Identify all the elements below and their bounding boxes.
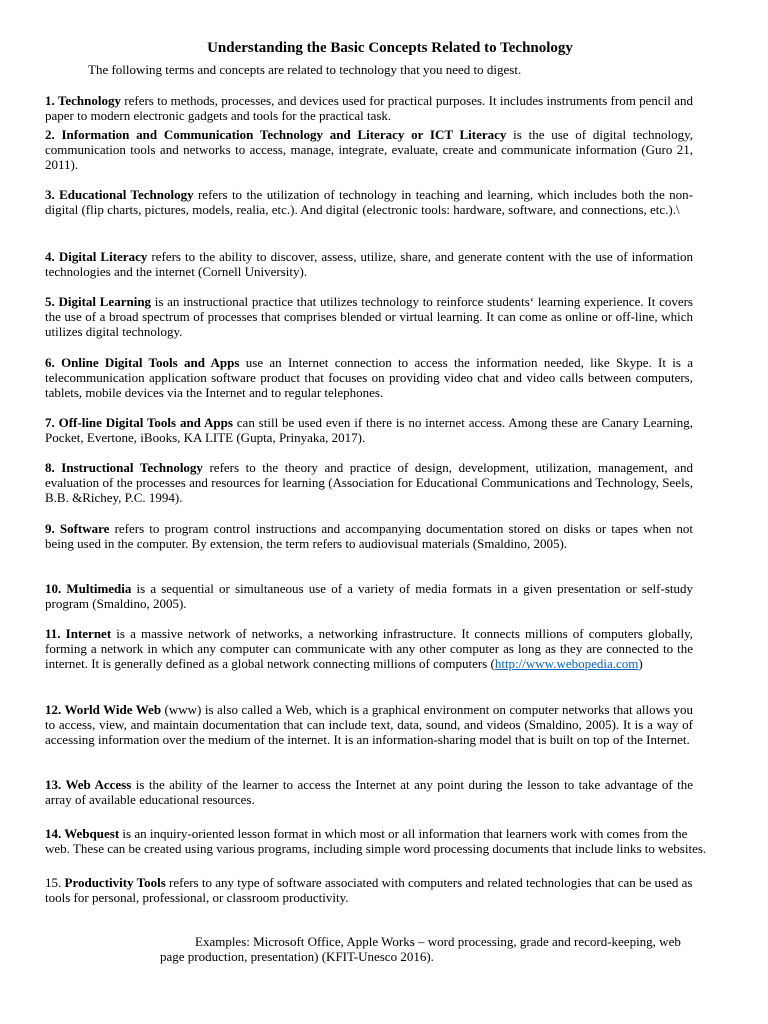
entry-instructional-technology	[45, 460, 693, 506]
entry-definition: can still be used even if there is no internet access. Among these are Canary Learning, Pocket, Evertone, iBooks, KA LITE (Gupta, Prinyaka, 2017).	[45, 415, 693, 446]
entry-number: 1.	[45, 93, 55, 108]
entry-offline-digital-tools	[45, 415, 693, 445]
entry-number: 3.	[45, 187, 55, 202]
entry-term: 13. Web Access	[45, 777, 132, 792]
entry-productivity-tools	[45, 875, 709, 905]
entry-number: 13.	[45, 777, 62, 792]
entry-term: 6. Online Digital Tools and Apps	[45, 355, 240, 370]
entry-term: 14. Webquest	[45, 826, 120, 841]
entry-number: 14.	[45, 826, 62, 841]
entry-number: 8.	[45, 460, 55, 475]
entry-number: 15.	[45, 875, 62, 890]
entry-definition: is an instructional practice that utilizes technology to reinforce students‘ learning experience. It covers the use of a broad spectrum of processes that comprises blended or virtual learning. It can come as online or off-line, which utilizes digital technology.	[45, 294, 693, 340]
entry-number: 5.	[45, 294, 55, 309]
entry-multimedia	[45, 581, 693, 611]
entry-educational-technology	[45, 187, 693, 217]
entry-term: 5. Digital Learning	[45, 294, 152, 309]
entry-term: 3. Educational Technology	[45, 187, 194, 202]
entry-ict-literacy	[45, 127, 693, 173]
entry-definition: refers to program control instructions and accompanying documentation stored on disks or tapes when not being used in the computer. By extension, the term refers to audiovisual materials (Smaldino, 2005).	[45, 521, 694, 552]
entry-term: 4. Digital Literacy	[45, 249, 148, 264]
entry-definition: is the use of digital technology, communication tools and networks to access, manage, integrate, evaluate, create and communicate information (Guro 21, 2011).	[45, 127, 693, 173]
examples-text: Examples: Microsoft Office, Apple Works – word processing, grade and record-keeping, web page production, presentation) (KFIT-Unesco 2016).	[160, 934, 681, 965]
entry-definition: refers to the ability to discover, assess, utilize, share, and generate content with the use of information technologies and the internet (Cornell University).	[45, 249, 693, 280]
entry-world-wide-web	[45, 702, 693, 748]
entry-term: 7. Off-line Digital Tools and Apps	[45, 415, 233, 430]
entry-number: 4.	[45, 249, 55, 264]
entry-term: 9. Software	[45, 521, 110, 536]
intro-text: The following terms and concepts are related to technology that you need to digest.	[88, 62, 522, 77]
entry-definition: refers to the utilization of technology in teaching and learning, which includes both the non-digital (flip charts, pictures, models, realia, etc.). And digital (electronic tools: hardware, software, and connections, etc.).\	[45, 187, 693, 218]
entry-number: 2.	[45, 127, 55, 142]
entry-number: 11.	[45, 626, 61, 641]
entry-technology	[45, 93, 693, 123]
entry-online-digital-tools	[45, 355, 693, 401]
entry-definition: refers to the theory and practice of design, development, utilization, management, and evaluation of the processes and resources for learning (Association for Educational Communications and Technology, Seels, B.B. &Richey, P.C. 1994).	[45, 460, 693, 506]
entry-digital-literacy	[45, 249, 693, 279]
page-title: Understanding the Basic Concepts Related to Technology	[207, 40, 573, 56]
entry-term: 2. Information and Communication Technology and Literacy or ICT Literacy	[45, 127, 507, 142]
entry-number: 10.	[45, 581, 62, 596]
entry-definition: refers to methods, processes, and devices used for practical purposes. It includes instruments from pencil and paper to modern electronic gadgets and tools for the practical task.	[45, 93, 694, 124]
entry-digital-learning	[45, 294, 693, 340]
entry-term: 1. Technology	[45, 93, 121, 108]
entry-term: 12. World Wide Web	[45, 702, 162, 717]
entry-definition: is an inquiry-oriented lesson format in which most or all information that learners work with comes from the web. These can be created using various programs, including simple word processing documents that include links to websites.	[45, 826, 707, 857]
entry-web-access	[45, 777, 693, 807]
entry-internet: 11. Internet is a massive network of networks, a networking infrastructure. It connects millions of computers globally, forming a network in which any computer can communicate with any other computer as long as they are connected to the internet. It is generally defined as a global network connecting millions of computers (http://www.webopedia.com)	[45, 626, 693, 672]
entry-number: 9.	[45, 521, 55, 536]
entry-term: Productivity Tools	[64, 875, 166, 890]
entry-number: 7.	[45, 415, 55, 430]
entry-number: 12.	[45, 702, 62, 717]
entry-definition: is a sequential or simultaneous use of a variety of media formats in a given presentation or self-study program (Smaldino, 2005).	[45, 581, 694, 612]
entry-software	[45, 521, 693, 551]
entry-webquest	[45, 826, 709, 856]
entry-term: 8. Instructional Technology	[45, 460, 203, 475]
entry-definition: use an Internet connection to access the information needed, like Skype. It is a telecommunication application software product that focuses on providing video chat and video calls between computers, tablets, mobile devices via the Internet and to regular telephones.	[45, 355, 694, 401]
entry-definition: refers to any type of software associated with computers and related technologies that can be used as tools for personal, professional, or classroom productivity.	[45, 875, 693, 906]
entry-term: 11. Internet	[45, 626, 112, 641]
entry-definition: is the ability of the learner to access the Internet at any point during the lesson to take advantage of the array of available educational resources.	[45, 777, 693, 808]
entry-definition: (www) is also called a Web, which is a graphical environment on computer networks that allows you to access, view, and maintain documentation that can include text, data, sound, and videos (Smaldino, 2005). It is a way of accessing information over the medium of the internet. It is an information-sharing model that is built on top of the Internet.	[45, 702, 693, 748]
entry-number: 6.	[45, 355, 55, 370]
entry-term: 10. Multimedia	[45, 581, 132, 596]
entry-definition: is a massive network of networks, a networking infrastructure. It connects millions of computers globally, forming a network in which any computer can communicate with any other computer as long as they are connected to the internet. It is generally defined as a global network connecting millions of computers (	[45, 626, 693, 672]
webopedia-link[interactable]: http://www.webopedia.com	[494, 656, 639, 672]
